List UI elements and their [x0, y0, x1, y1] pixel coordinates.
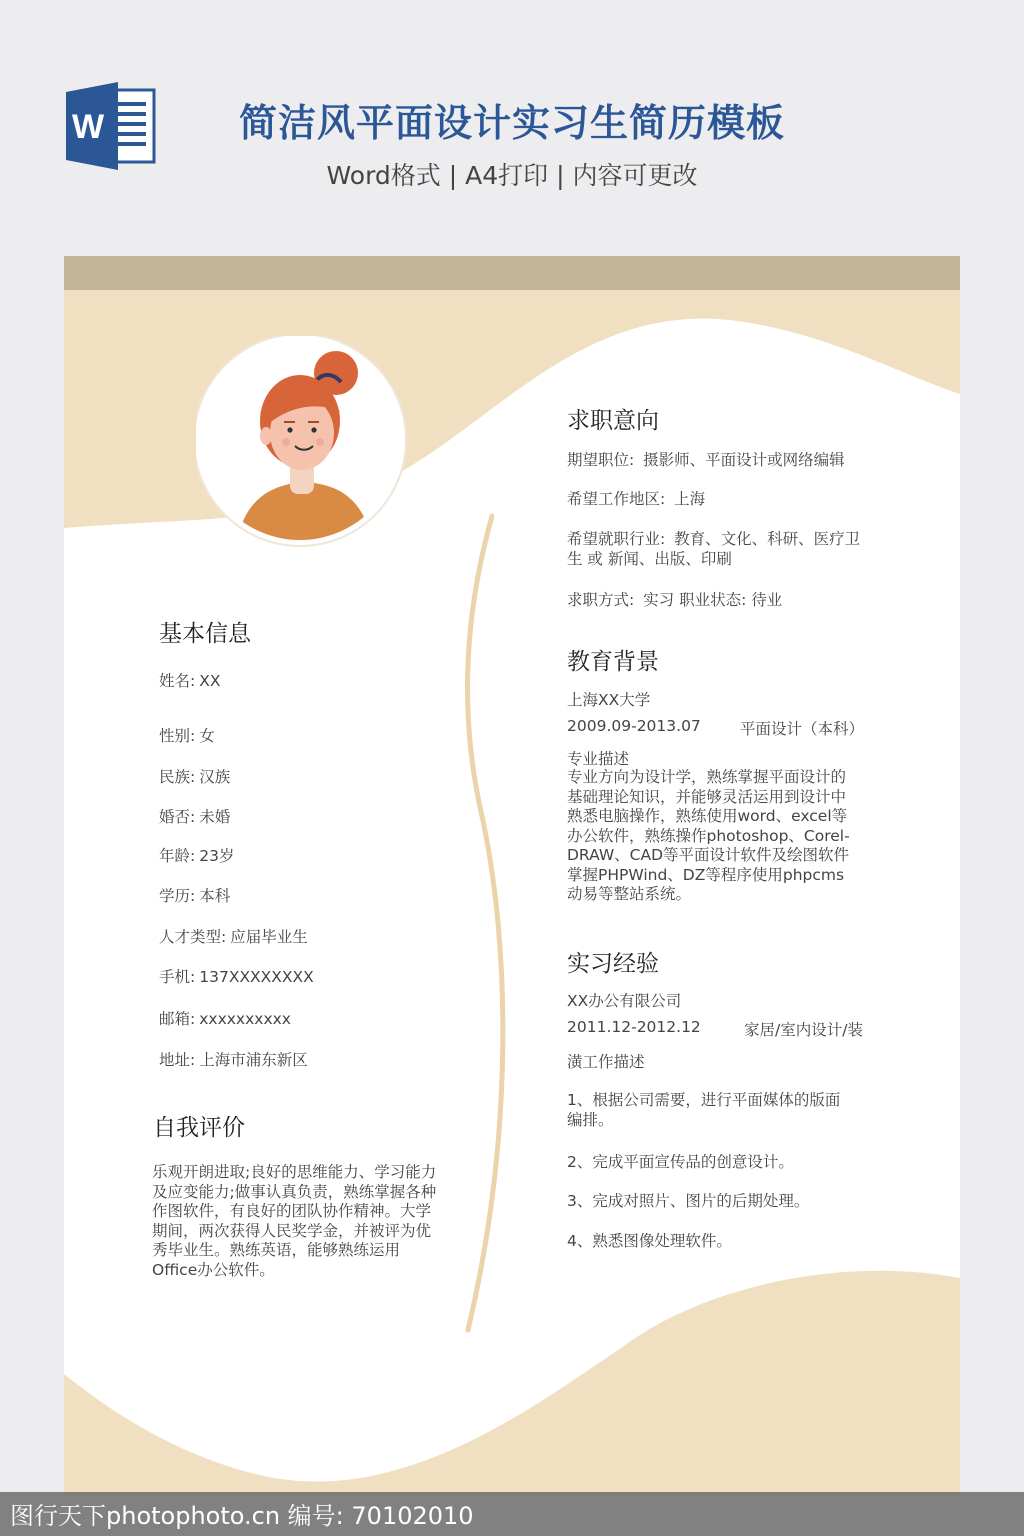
internship-duty: 3、完成对照片、图片的后期处理。	[567, 1192, 810, 1210]
basic-info-row: 地址: 上海市浦东新区	[159, 1051, 308, 1069]
page-subtitle: Word格式 | A4打印 | 内容可更改	[326, 161, 698, 190]
self-eval-text: 乐观开朗进取;良好的思维能力、学习能力 及应变能力;做事认真负责，熟练掌握各种 作图软件，有良好的团队协作精神。大学 期间，两次获得人民奖学金，并被评为优 秀毕业生。熟练英语，能够熟练运用 Office办公软件。	[152, 1163, 437, 1279]
intent-industry: 希望就职行业: 教育、文化、科研、医疗卫 生 或 新闻、出版、印刷	[567, 530, 861, 568]
self-eval-heading: 自我评价	[153, 1115, 245, 1141]
avatar	[196, 336, 436, 551]
internship-heading: 实习经验	[567, 951, 659, 977]
basic-info-row: 民族: 汉族	[159, 768, 231, 786]
job-intent-heading: 求职意向	[567, 408, 659, 434]
education-desc-title: 专业描述	[567, 750, 630, 768]
basic-info-row: 年龄: 23岁	[159, 847, 235, 865]
watermark-text: 图行天下photophoto.cn 编号: 70102010	[10, 1502, 474, 1530]
basic-info-row: 性别: 女	[159, 727, 215, 745]
intent-mode: 求职方式: 实习 职业状态: 待业	[567, 591, 783, 609]
basic-info-row: 婚否: 未婚	[159, 808, 231, 826]
education-school: 上海XX大学	[567, 691, 651, 709]
internship-company: XX办公有限公司	[567, 992, 682, 1010]
basic-info-heading: 基本信息	[159, 621, 251, 647]
basic-info-row: 学历: 本科	[159, 887, 231, 905]
resume-sheet	[64, 256, 960, 1496]
internship-duty: 2、完成平面宣传品的创意设计。	[567, 1153, 794, 1171]
page-title: 简洁风平面设计实习生简历模板	[238, 101, 785, 145]
basic-info-row: 手机: 137XXXXXXXX	[159, 968, 314, 986]
basic-info-row: 姓名: XX	[159, 672, 221, 690]
word-icon-letter: W	[71, 108, 105, 146]
internship-role-cont: 潢工作描述	[567, 1053, 645, 1071]
intent-region: 希望工作地区: 上海	[567, 490, 706, 508]
internship-duty: 1、根据公司需要，进行平面媒体的版面 编排。	[567, 1091, 841, 1129]
basic-info-row: 人才类型: 应届毕业生	[159, 928, 308, 946]
education-major: 平面设计（本科）	[740, 720, 865, 738]
education-period: 2009.09-2013.07	[567, 717, 701, 735]
sheet-top-bar	[64, 256, 960, 290]
internship-duty: 4、熟悉图像处理软件。	[567, 1232, 732, 1250]
basic-info-row: 邮箱: xxxxxxxxxx	[159, 1010, 291, 1028]
education-heading: 教育背景	[567, 649, 659, 675]
internship-role: 家居/室内设计/装	[744, 1021, 863, 1039]
education-desc: 专业方向为设计学，熟练掌握平面设计的 基础理论知识，并能够灵活运用到设计中 熟悉电脑操作，熟练使用word、excel等 办公软件，熟练操作photoshop、Corel- DRAW、CAD等平面设计软件及绘图软件 掌握PHPWind、DZ等程序使用phpcms 动易等整站系统。	[567, 768, 850, 903]
internship-period: 2011.12-2012.12	[567, 1018, 701, 1036]
intent-position: 期望职位: 摄影师、平面设计或网络编辑	[567, 451, 845, 469]
